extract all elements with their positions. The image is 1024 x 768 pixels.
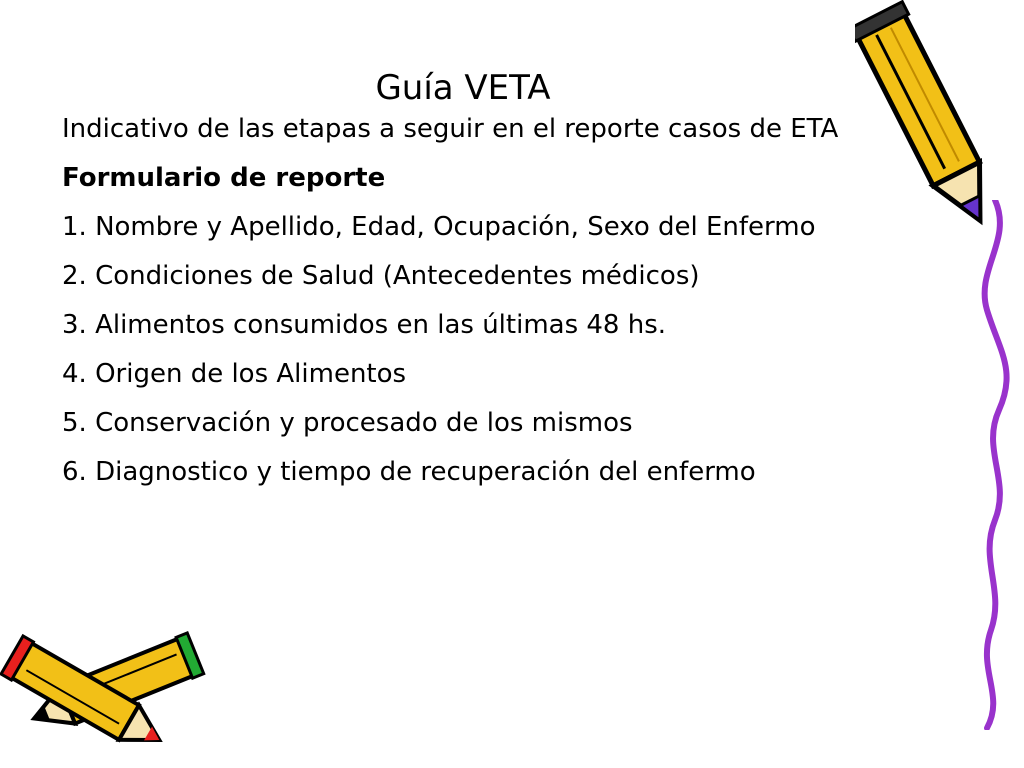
list-item: 4. Origen de los Alimentos bbox=[62, 359, 407, 389]
intro-text: Indicativo de las etapas a seguir en el reporte casos de ETA bbox=[62, 114, 839, 144]
scribble-line bbox=[965, 200, 1024, 730]
list-item: 2. Condiciones de Salud (Antecedentes médicos) bbox=[62, 261, 700, 291]
list-item: 1. Nombre y Apellido, Edad, Ocupación, Sexo del Enfermo bbox=[62, 212, 816, 242]
crossed-pencils-icon bbox=[0, 615, 215, 765]
list-item: 5. Conservación y procesado de los mismos bbox=[62, 408, 633, 438]
slide-title: Guía VETA bbox=[375, 68, 551, 108]
slide-body bbox=[62, 110, 942, 502]
list-item: 3. Alimentos consumidos en las últimas 48 hs. bbox=[62, 310, 667, 340]
list-item: 6. Diagnostico y tiempo de recuperación del enfermo bbox=[62, 457, 756, 487]
section-heading: Formulario de reporte bbox=[62, 163, 386, 193]
